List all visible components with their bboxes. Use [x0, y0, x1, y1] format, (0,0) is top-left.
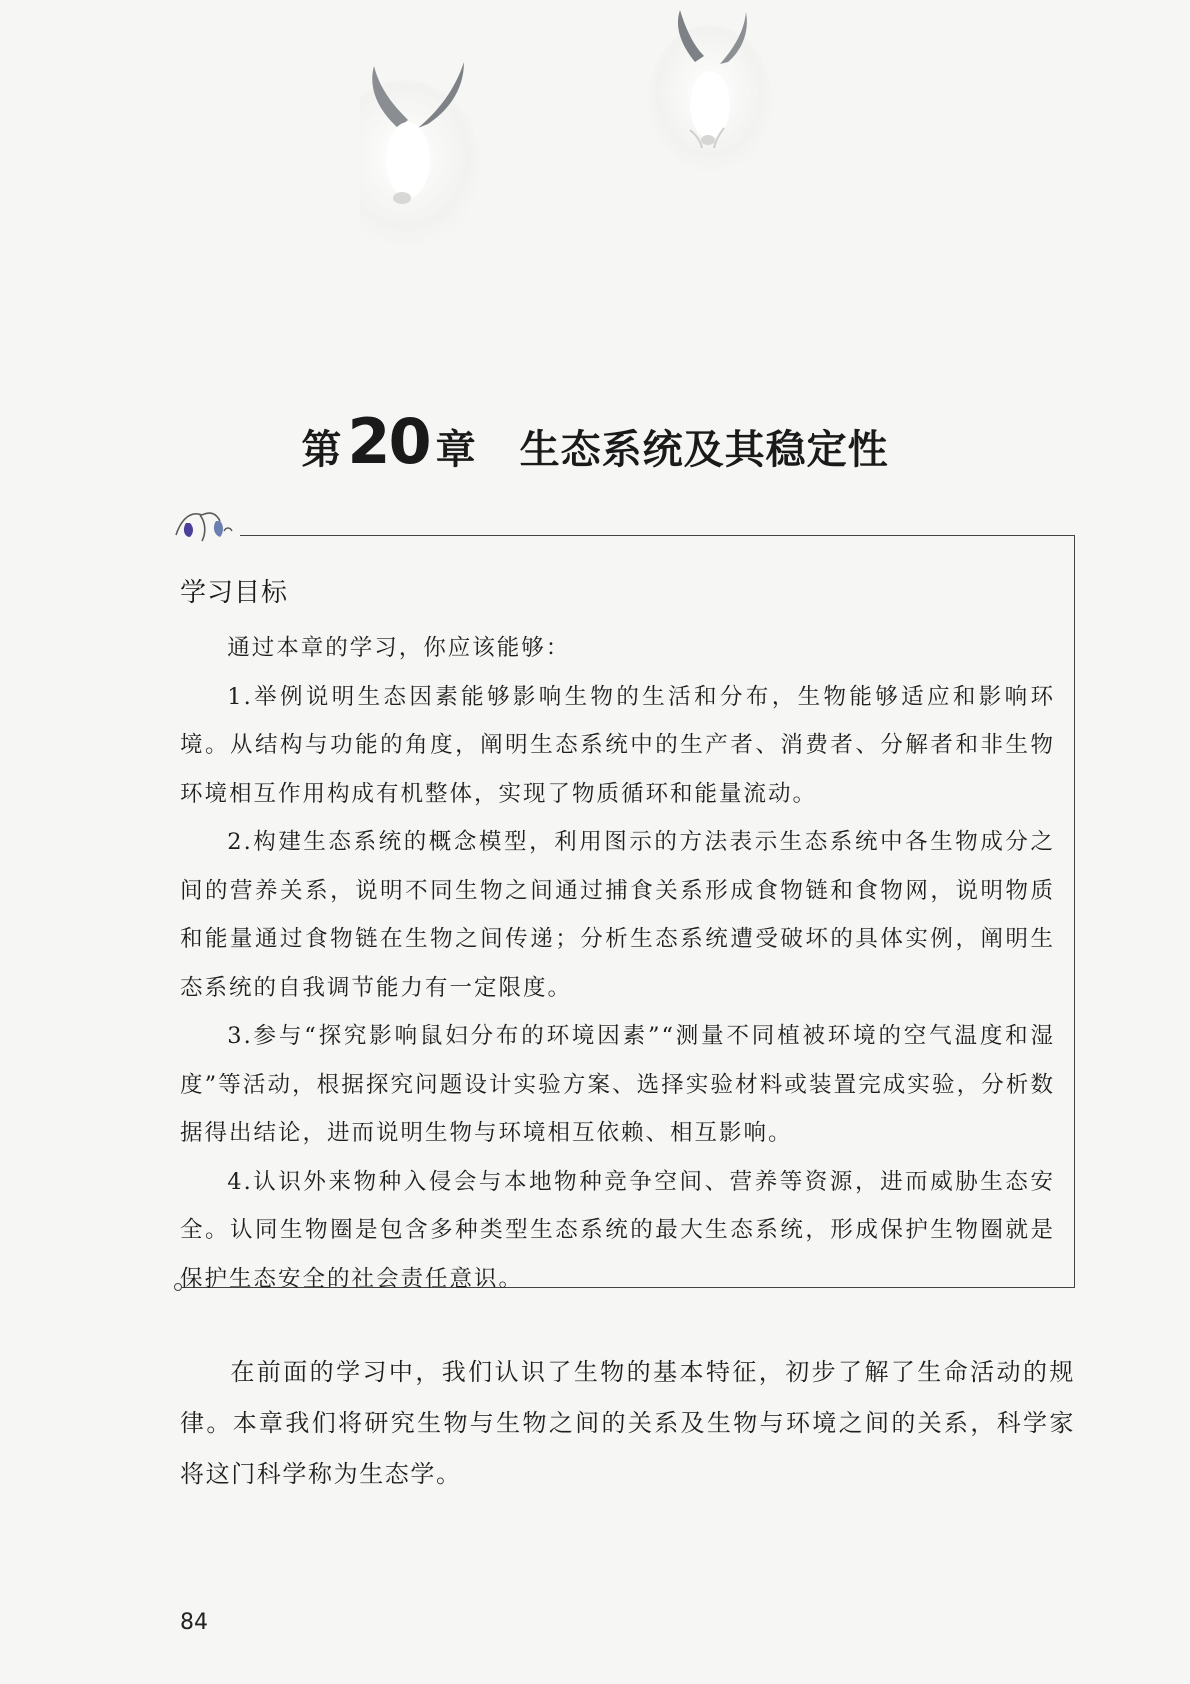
chapter-prefix: 第	[301, 427, 342, 473]
bluebell-flower-icon	[172, 505, 234, 545]
objective-item-1: 1.举例说明生态因素能够影响生物的生活和分布，生物能够适应和影响环境。从结构与功能的角度，阐明生态系统中的生产者、消费者、分解者和非生物环境相互作用构成有机整体，实现了物质循环和能量流动。	[180, 683, 1055, 807]
objectives-top-rule	[240, 535, 1075, 536]
objectives-intro: 通过本章的学习，你应该能够：	[227, 635, 571, 661]
chapter-name: 生态系统及其稳定性	[519, 427, 889, 473]
goat-illustration	[360, 0, 820, 250]
objective-item-4: 4.认识外来物种入侵会与本地物种竞争空间、营养等资源，进而威胁生态安全。认同生物圈是包含多种类型生态系统的最大生态系统，形成保护生物圈就是保护生态安全的社会责任意识。	[180, 1168, 1055, 1292]
objective-item-2: 2.构建生态系统的概念模型，利用图示的方法表示生态系统中各生物成分之间的营养关系，说明不同生物之间通过捕食关系形成食物链和食物网，说明物质和能量通过食物链在生物之间传递；分析生态系统遭受破坏的具体实例，阐明生态系统的自我调节能力有一定限度。	[180, 829, 1055, 1001]
chapter-suffix: 章	[435, 427, 476, 473]
objectives-body	[180, 624, 1055, 1303]
chapter-intro	[180, 1347, 1075, 1500]
chapter-number: 20	[347, 405, 430, 478]
page-number: 84	[180, 1610, 208, 1635]
intro-paragraph: 在前面的学习中，我们认识了生物的基本特征，初步了解了生命活动的规律。本章我们将研究生物与生物之间的关系及生物与环境之间的关系，科学家将这门科学称为生态学。	[180, 1358, 1075, 1488]
goat-right	[648, 10, 772, 175]
objectives-right-rule	[1074, 535, 1075, 1287]
chapter-title	[0, 405, 1190, 478]
objectives-heading: 学习目标	[180, 578, 289, 608]
objective-item-3: 3.参与“探究影响鼠妇分布的环境因素”“测量不同植被环境的空气温度和湿度”等活动，根据探究问题设计实验方案、选择实验材料或装置完成实验，分析数据得出结论，进而说明生物与环境相互依赖、相互影响。	[180, 1023, 1055, 1146]
goat-left	[360, 62, 480, 250]
